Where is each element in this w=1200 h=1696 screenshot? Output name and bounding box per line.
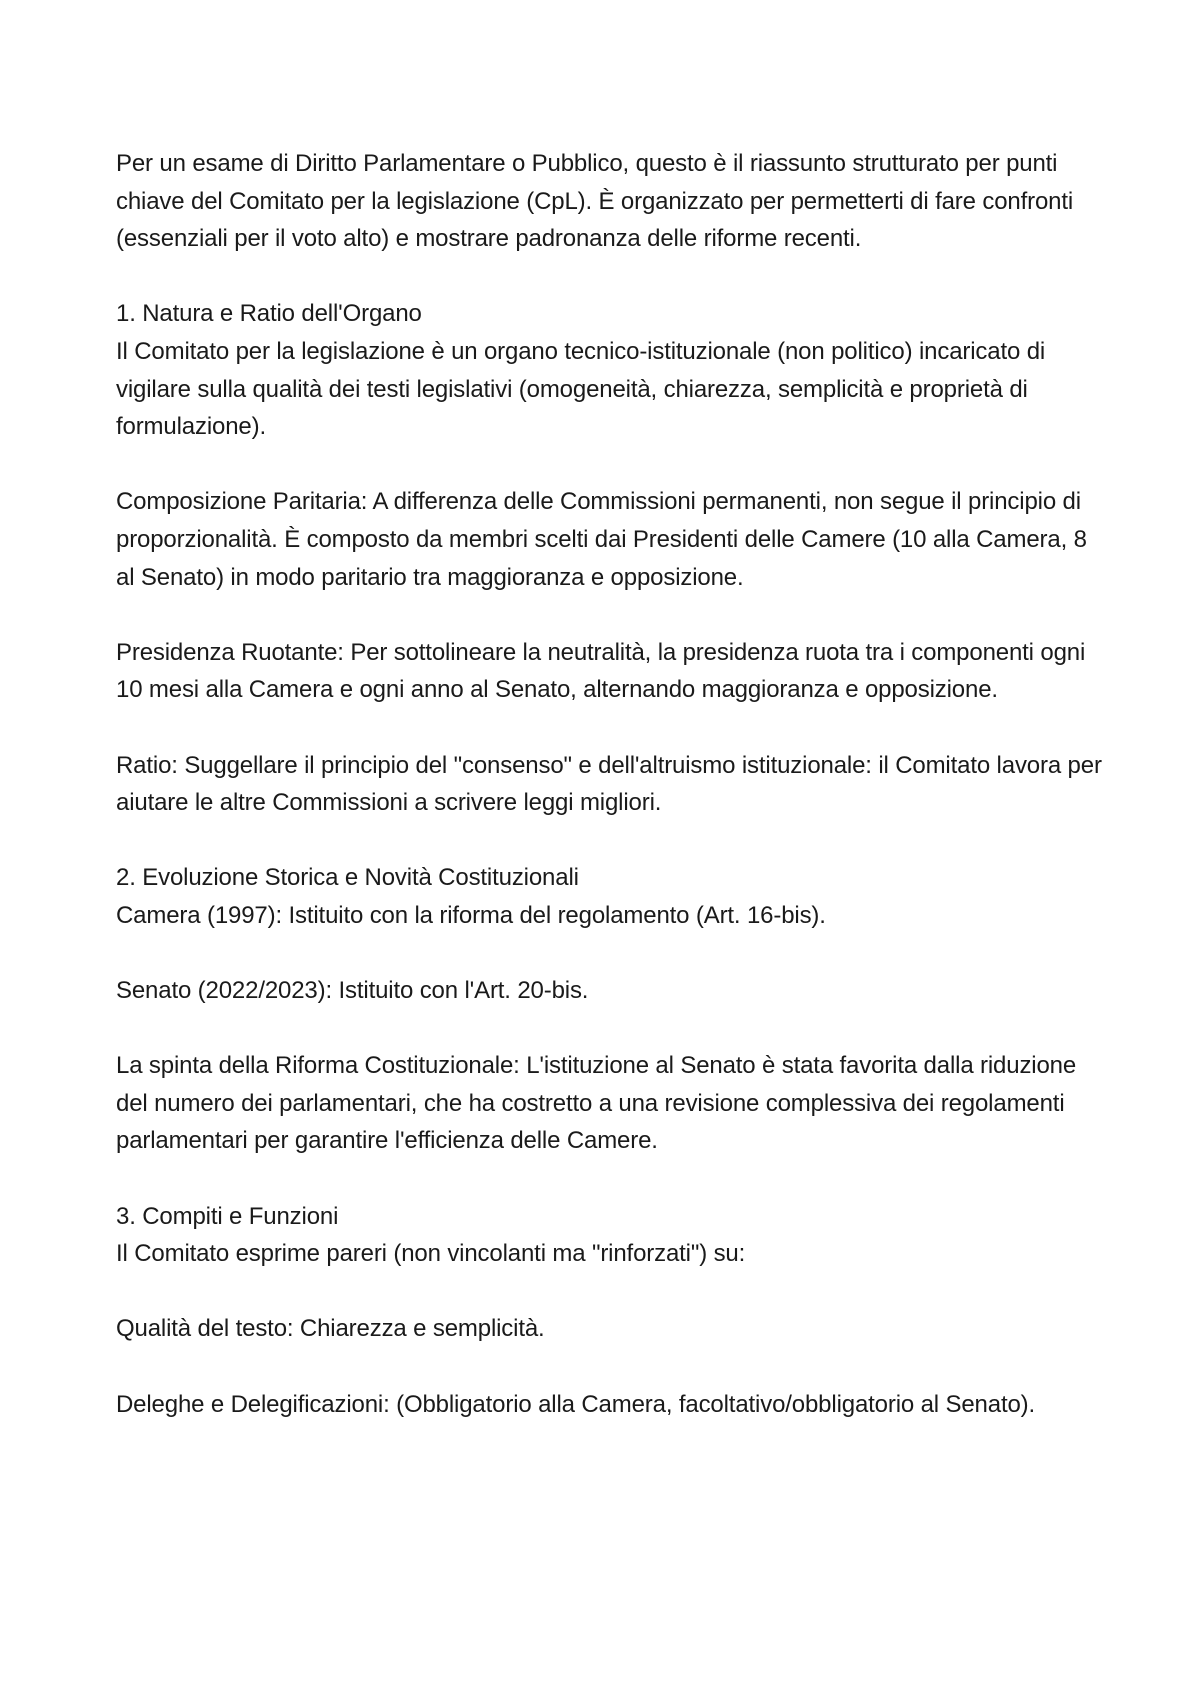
senato-text: Senato (2022/2023): Istituito con l'Art. 20-bis.: [116, 977, 589, 1005]
paragraph-intro: [116, 145, 1106, 258]
paragraph-section-2: [116, 859, 1106, 934]
paragraph-deleghe: [116, 1386, 1106, 1424]
deleghe-text: Deleghe e Delegificazioni: (Obbligatorio alla Camera, facoltativo/obbligatorio al Senato).: [116, 1390, 1036, 1418]
paragraph-presidenza: [116, 634, 1106, 709]
riforma-text: La spinta della Riforma Costituzionale: L'istituzione al Senato è stata favorita dalla riduzione del numero dei parlamentari, che ha costretto a una revisione complessiva dei regolamenti parlamentari per garantire l'efficienza delle Camere.: [116, 1052, 1077, 1155]
intro-text: Per un esame di Diritto Parlamentare o Pubblico, questo è il riassunto strutturato per punti chiave del Comitato per la legislazione (CpL). È organizzato per permetterti di fare confronti (essenziali per il voto alto) e mostrare padronanza delle riforme recenti.: [116, 150, 1074, 253]
ratio-text: Ratio: Suggellare il principio del "consenso" e dell'altruismo istituzionale: il Comitato lavora per aiutare le altre Commissioni a scrivere leggi migliori.: [116, 751, 1102, 817]
paragraph-composizione: [116, 483, 1106, 596]
composizione-text: Composizione Paritaria: A differenza delle Commissioni permanenti, non segue il principio di proporzionalità. È composto da membri scelti dai Presidenti delle Camere (10 alla Camera, 8 al Senato) in modo paritario tra maggioranza e opposizione.: [116, 488, 1087, 591]
paragraph-qualita: [116, 1310, 1106, 1348]
section-1-text: Il Comitato per la legislazione è un organo tecnico-istituzionale (non politico) incaricato di vigilare sulla qualità dei testi legislativi (omogeneità, chiarezza, semplicità e proprietà di formulazione).: [116, 337, 1046, 441]
presidenza-text: Presidenza Ruotante: Per sottolineare la neutralità, la presidenza ruota tra i componenti ogni 10 mesi alla Camera e ogni anno al Senato, alternando maggioranza e opposizione.: [116, 638, 1086, 704]
document-body: [116, 145, 1106, 1461]
section-2-heading: 2. Evoluzione Storica e Novità Costituzionali: [116, 864, 579, 892]
section-3-text: Il Comitato esprime pareri (non vincolanti ma "rinforzati") su:: [116, 1240, 746, 1268]
section-3-heading: 3. Compiti e Funzioni: [116, 1202, 339, 1230]
paragraph-ratio: [116, 747, 1106, 822]
paragraph-senato: [116, 972, 1106, 1010]
section-2-camera-text: Camera (1997): Istituito con la riforma del regolamento (Art. 16-bis).: [116, 901, 826, 929]
paragraph-section-3: [116, 1198, 1106, 1273]
paragraph-section-1: [116, 295, 1106, 445]
qualita-text: Qualità del testo: Chiarezza e semplicità.: [116, 1315, 545, 1343]
section-1-heading: 1. Natura e Ratio dell'Organo: [116, 300, 422, 328]
paragraph-riforma: [116, 1047, 1106, 1160]
